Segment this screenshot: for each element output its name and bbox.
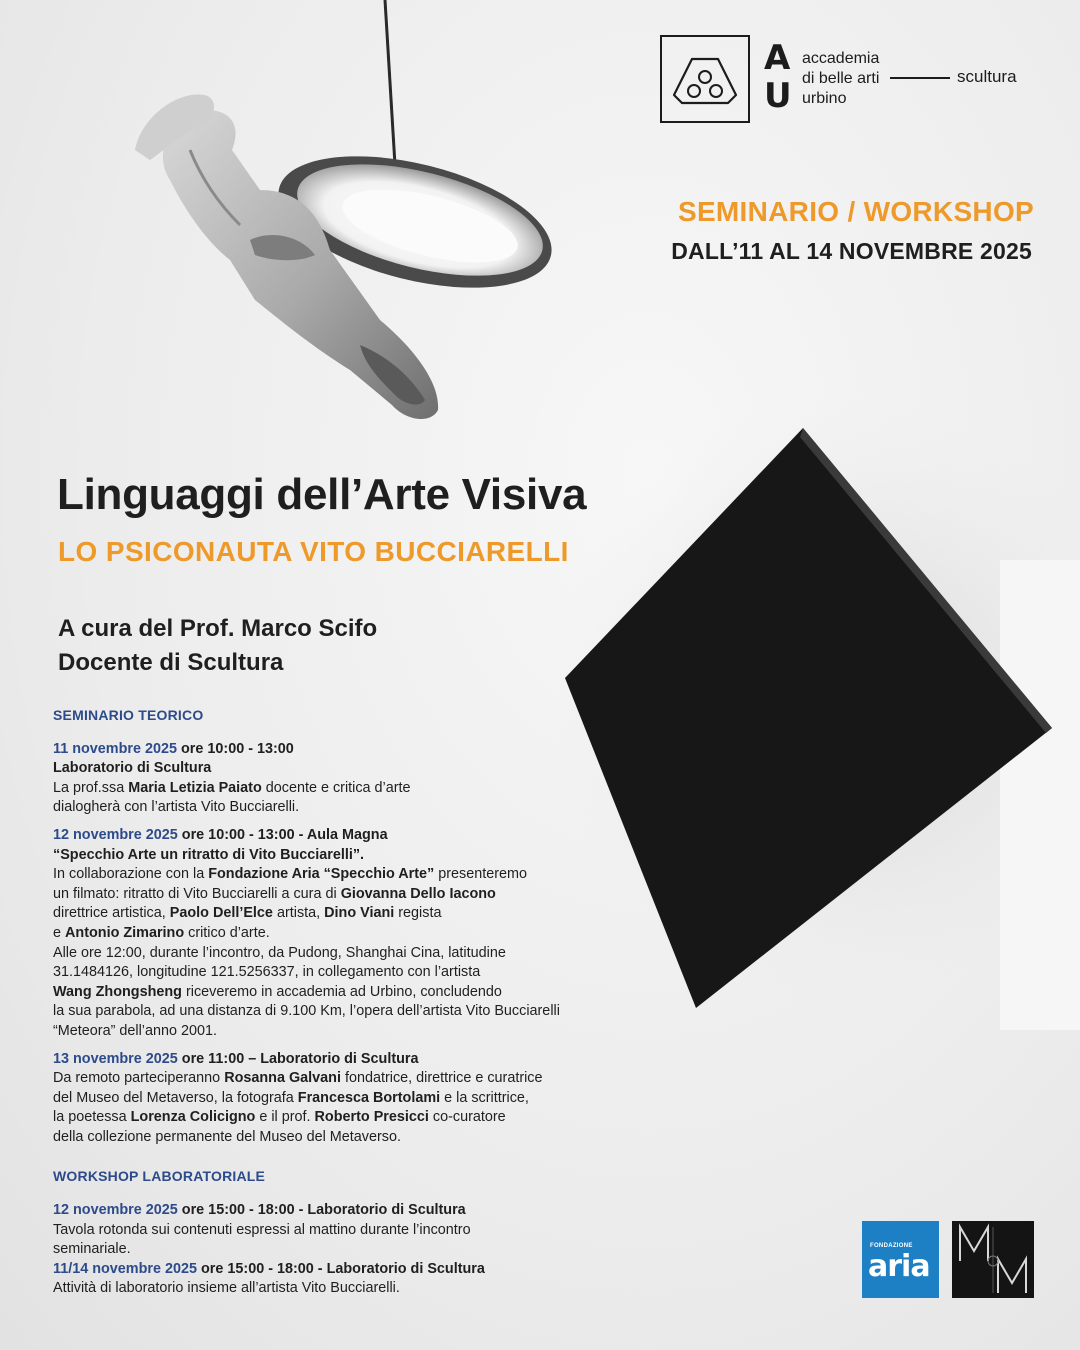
event-time: ore 10:00 - 13:00 - Aula Magna [177, 826, 388, 843]
subtitle: LO PSICONAUTA VITO BUCCIARELLI [58, 536, 569, 567]
department-name: scultura [957, 67, 1017, 86]
foundation-name: Fondazione Aria “Specchio Arte” [208, 866, 435, 883]
event-text: e la scrittrice, [440, 1089, 529, 1106]
speaker-name: Lorenza Colicigno [130, 1109, 256, 1126]
speaker-name: Antonio Zimarino [65, 924, 185, 941]
event-text: riceveremo in accademia ad Urbino, concludendo [181, 983, 502, 1000]
seminar-event-2 [53, 826, 613, 1042]
artist-name: Wang Zhongsheng [53, 983, 182, 1000]
event-place: Laboratorio di Scultura [53, 760, 212, 777]
event-text: e il prof. [255, 1109, 315, 1126]
event-type: SEMINARIO / WORKSHOP [677, 196, 1034, 227]
speaker-name: Giovanna Dello Iacono [340, 885, 496, 902]
fondazione-aria-logo[interactable] [862, 1221, 939, 1298]
seminar-event-3 [53, 1050, 613, 1148]
event-text: docente e critica d’arte [261, 779, 411, 796]
seminar-event-1 [53, 740, 613, 818]
logo-letter-u: U [764, 76, 792, 116]
event-time: ore 10:00 - 13:00 [177, 740, 294, 757]
event-text: dialogherà con l’artista Vito Bucciarelli. [53, 799, 300, 816]
event-dates: DALL’11 AL 14 NOVEMBRE 2025 [671, 238, 1032, 264]
event-time: ore 11:00 – Laboratorio di Scultura [177, 1050, 419, 1067]
event-text: La prof.ssa [53, 779, 129, 796]
program [53, 706, 613, 1299]
event-text: la sua parabola, ad una distanza di 9.100 Km, l’opera dell’artista Vito Bucciarelli [53, 1003, 560, 1020]
event-text: presenteremo [434, 866, 528, 883]
speaker-name: Rosanna Galvani [224, 1070, 341, 1087]
event-date: 11 novembre 2025 [53, 740, 177, 757]
curator-name: A cura del Prof. Marco Scifo [58, 615, 378, 642]
event-text: In collaborazione con la [53, 866, 209, 883]
event-text: Alle ore 12:00, durante l’incontro, da Pudong, Shanghai Cina, latitudine [53, 944, 506, 961]
hanging-cable [385, 0, 395, 165]
event-text: “Meteora” dell’anno 2001. [53, 1022, 217, 1039]
event-text: artista, [272, 905, 325, 922]
event-text: Attività di laboratorio insieme all’artista Vito Bucciarelli. [53, 1280, 400, 1297]
academy-name [802, 49, 879, 109]
museo-metaverso-logo[interactable] [952, 1221, 1034, 1298]
event-date: 13 novembre 2025 [53, 1050, 178, 1067]
speaker-name: Dino Viani [324, 905, 395, 922]
academy-name-line: urbino [802, 90, 847, 107]
academy-name-line: di belle arti [802, 70, 880, 87]
speaker-name: Roberto Presicci [314, 1109, 429, 1126]
event-date: 11/14 novembre 2025 [53, 1260, 198, 1277]
curator-block [58, 612, 377, 680]
academy-name-line: accademia [802, 50, 880, 67]
logo-letter-a: A [764, 38, 791, 78]
workshop-heading: WORKSHOP LABORATORIALE [53, 1168, 266, 1185]
event-text: direttrice artistica, [53, 905, 170, 922]
workshop-event-1 [53, 1201, 613, 1260]
event-text: 31.1484126, longitudine 121.5256337, in collegamento con l’artista [53, 964, 481, 981]
main-title: Linguaggi dell’Arte Visiva [57, 470, 587, 519]
event-date: 12 novembre 2025 [53, 1202, 178, 1219]
event-text: un filmato: ritratto di Vito Bucciarelli a cura di [53, 885, 341, 902]
academy-logo[interactable] [660, 35, 1040, 127]
event-text: regista [394, 905, 442, 922]
event-text: la poetessa [53, 1109, 131, 1126]
event-text: seminariale. [53, 1241, 131, 1258]
aria-logo-small-text: FONDAZIONE [870, 1243, 913, 1249]
logo-letters [764, 39, 790, 115]
speaker-name: Francesca Bortolami [297, 1089, 441, 1106]
event-text: del Museo del Metaverso, la fotografa [53, 1089, 298, 1106]
event-text: Tavola rotonda sui contenuti espressi al mattino durante l’incontro [53, 1221, 471, 1238]
event-date: 12 novembre 2025 [53, 826, 178, 843]
event-text: della collezione permanente del Museo del Metaverso. [53, 1128, 401, 1145]
event-text: critico d’arte. [184, 924, 270, 941]
aria-logo-text: aria [868, 1249, 930, 1284]
mm-monogram-icon [952, 1221, 1034, 1298]
logo-emblem [660, 35, 750, 123]
film-title: “Specchio Arte un ritratto di Vito Bucciarelli”. [53, 846, 365, 863]
event-text: Da remoto parteciperanno [53, 1070, 225, 1087]
triangle-emblem-icon [662, 37, 748, 121]
speaker-name: Paolo Dell’Elce [169, 905, 273, 922]
event-text: e [53, 924, 66, 941]
event-text: fondatrice, direttrice e curatrice [340, 1070, 543, 1087]
seminar-heading: SEMINARIO TEORICO [53, 707, 204, 723]
logo-divider [890, 77, 950, 79]
workshop-event-2 [53, 1260, 613, 1299]
curator-role: Docente di Scultura [58, 649, 284, 676]
event-text: co-curatore [428, 1109, 506, 1126]
event-time: ore 15:00 - 18:00 - Laboratorio di Scultura [177, 1202, 466, 1219]
speaker-name: Maria Letizia Paiato [128, 779, 262, 796]
event-time: ore 15:00 - 18:00 - Laboratorio di Scultura [197, 1260, 485, 1277]
wall-panel [1000, 560, 1080, 1030]
